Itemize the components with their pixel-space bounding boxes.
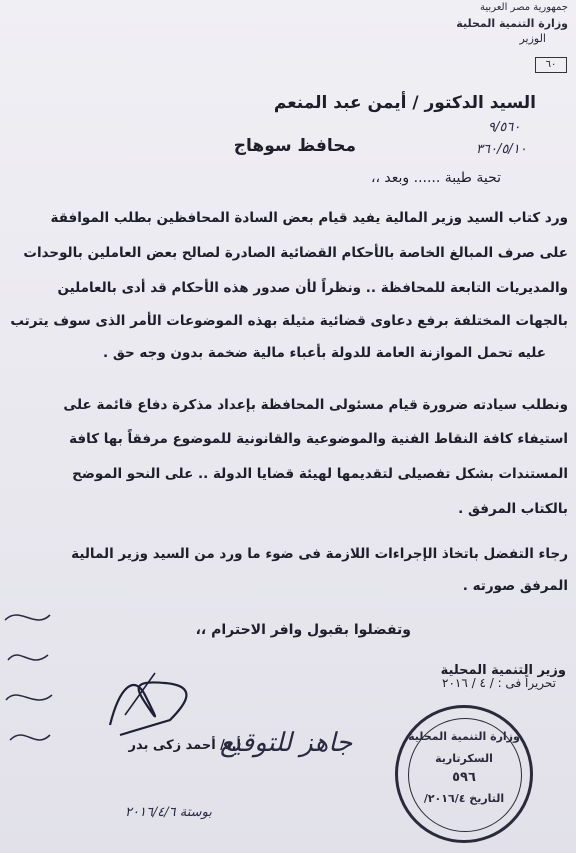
- reference-number: ٩/٥٦٠: [488, 120, 521, 135]
- stamp-ministry: وزارة التنمية المحلية: [408, 730, 520, 743]
- signatory-title: وزير التنمية المحلية: [440, 663, 566, 678]
- closing: وتفضلوا بقبول وافر الاحترام ،،: [195, 622, 411, 638]
- stamp-date: التاريخ ٢٠١٦/٤/: [423, 792, 505, 805]
- body-line: على صرف المبالغ الخاصة بالأحكام القضائية الصادرة لصالح بعض العاملين بالوحدات: [23, 245, 568, 261]
- date: تحريراً فى : / ٤ / ٢٠١٦: [442, 676, 556, 690]
- header-office: الوزير: [519, 32, 546, 45]
- reference-code: ٣٦٠/٥/١٠: [476, 142, 527, 157]
- body-line: المرفق صورته .: [462, 578, 568, 594]
- body-line: بالجهات المختلفة برفع دعاوى قضائية مثيلة بهذه الموضوعات الأمر الذى سوف يترتب: [10, 313, 568, 329]
- header-ministry: وزارة التنمية المحلية: [456, 17, 568, 30]
- file-number-box: ٦٠: [535, 57, 567, 73]
- handwritten-dispatch: بوستة ٢٠١٦/٤/٦: [125, 805, 212, 820]
- stamp-number: ٥٩٦: [452, 770, 476, 785]
- recipient-title: محافظ سوهاج: [233, 136, 356, 156]
- body-line: ورد كتاب السيد وزير المالية يفيد قيام بعض السادة المحافظين بطلب الموافقة: [50, 210, 568, 226]
- body-line: عليه تحمل الموازنة العامة للدولة بأعباء مالية ضخمة بدون وجه حق .: [102, 345, 546, 361]
- body-line: استيفاء كافة النقاط الفنية والموضوعية والقانونية للموضوع مرفقاً بها كافة: [69, 431, 568, 447]
- handwritten-note: جاهز للتوقيع: [220, 728, 353, 758]
- signatory-name: أ.د/ أحمد زكى بدر: [128, 738, 241, 753]
- signature-mark: [90, 665, 200, 740]
- greeting: تحية طيبة ...... وبعد ،،: [370, 170, 501, 186]
- official-stamp: [395, 705, 533, 843]
- body-line: رجاء التفضل باتخاذ الإجراءات اللازمة فى ضوء ما ورد من السيد وزير المالية: [71, 546, 568, 562]
- body-line: والمديريات التابعة للمحافظة .. ونظراً لأن صدور هذه الأحكام قد أدى بالعاملين: [57, 280, 568, 296]
- body-line: ونطلب سيادته ضرورة قيام مسئولى المحافظة بإعداد مذكرة دفاع قائمة على: [63, 397, 568, 413]
- margin-scribble: [0, 600, 60, 780]
- body-line: بالكتاب المرفق .: [458, 501, 568, 517]
- header-country: جمهورية مصر العربية: [480, 2, 568, 13]
- body-line: المستندات بشكل تفصيلى لتقديمها لهيئة قضايا الدولة .. على النحو الموضح: [72, 466, 568, 482]
- stamp-office: السكرتارية: [435, 752, 493, 765]
- recipient-name: السيد الدكتور / أيمن عبد المنعم: [273, 93, 536, 113]
